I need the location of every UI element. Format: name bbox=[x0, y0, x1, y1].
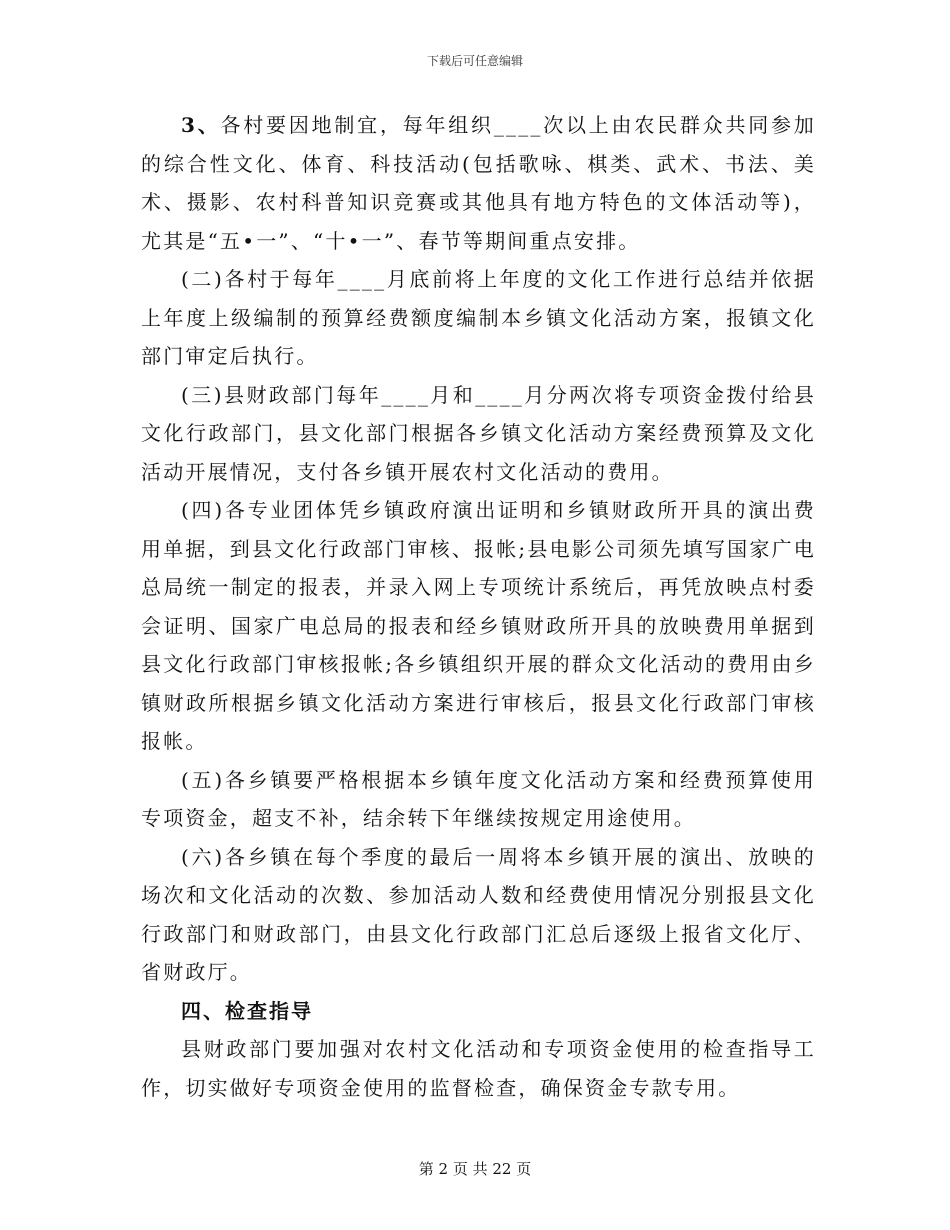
paragraph-5: (五)各乡镇要严格根据本乡镇年度文化活动方案和经费预算使用专项资金，超支不补，结余转下年继续按规定用途使用。 bbox=[141, 767, 816, 830]
document-body bbox=[141, 106, 816, 1107]
paragraph-item-3 bbox=[141, 106, 816, 260]
page-header: 下载后可任意编辑 bbox=[426, 54, 523, 68]
page-number: 第 2 页 共 22 页 bbox=[418, 1160, 532, 1178]
paragraph-2: (二)各村于每年____月底前将上年度的文化工作进行总结并依据上年度上级编制的预算经费额度编制本乡镇文化活动方案，报镇文化部门审定后执行。 bbox=[141, 267, 816, 368]
section-paragraph: 县财政部门要加强对农村文化活动和专项资金使用的检查指导工作，切实做好专项资金使用的监督检查，确保资金专款专用。 bbox=[141, 1037, 816, 1100]
paragraph-4: (四)各专业团体凭乡镇政府演出证明和乡镇财政所开具的演出费用单据，到县文化行政部门审核、报帐;县电影公司须先填写国家广电总局统一制定的报表，并录入网上专项统计系统后，再凭放映点村委会证明、国家广电总局的报表和经乡镇财政所开具的放映费用单据到县文化行政部门审核报帐;各乡镇组织开展的群众文化活动的费用由乡镇财政所根据乡镇文化活动方案进行审核后，报县文化行政部门审核报帐。 bbox=[141, 498, 816, 753]
item-number: 3、 bbox=[181, 113, 221, 137]
paragraph-6: (六)各乡镇在每个季度的最后一周将本乡镇开展的演出、放映的场次和文化活动的次数、参加活动人数和经费使用情况分别报县文化行政部门和财政部门，由县文化行政部门汇总后逐级上报省文化厅、省财政厅。 bbox=[141, 844, 816, 984]
paragraph-3: (三)县财政部门每年____月和____月分两次将专项资金拨付给县文化行政部门，县文化部门根据各乡镇文化活动方案经费预算及文化活动开展情况，支付各乡镇开展农村文化活动的费用。 bbox=[141, 382, 816, 484]
paragraph-text: 各村要因地制宜，每年组织____次以上由农民群众共同参加的综合性文化、体育、科技活动(包括歌咏、棋类、武术、书法、美术、摄影、农村科普知识竞赛或其他具有地方特色的文体活动等)，尤其是“五•一”、“十•一”、春节等期间重点安排。 bbox=[141, 113, 816, 253]
section-heading: 四、检查指导 bbox=[181, 998, 313, 1023]
